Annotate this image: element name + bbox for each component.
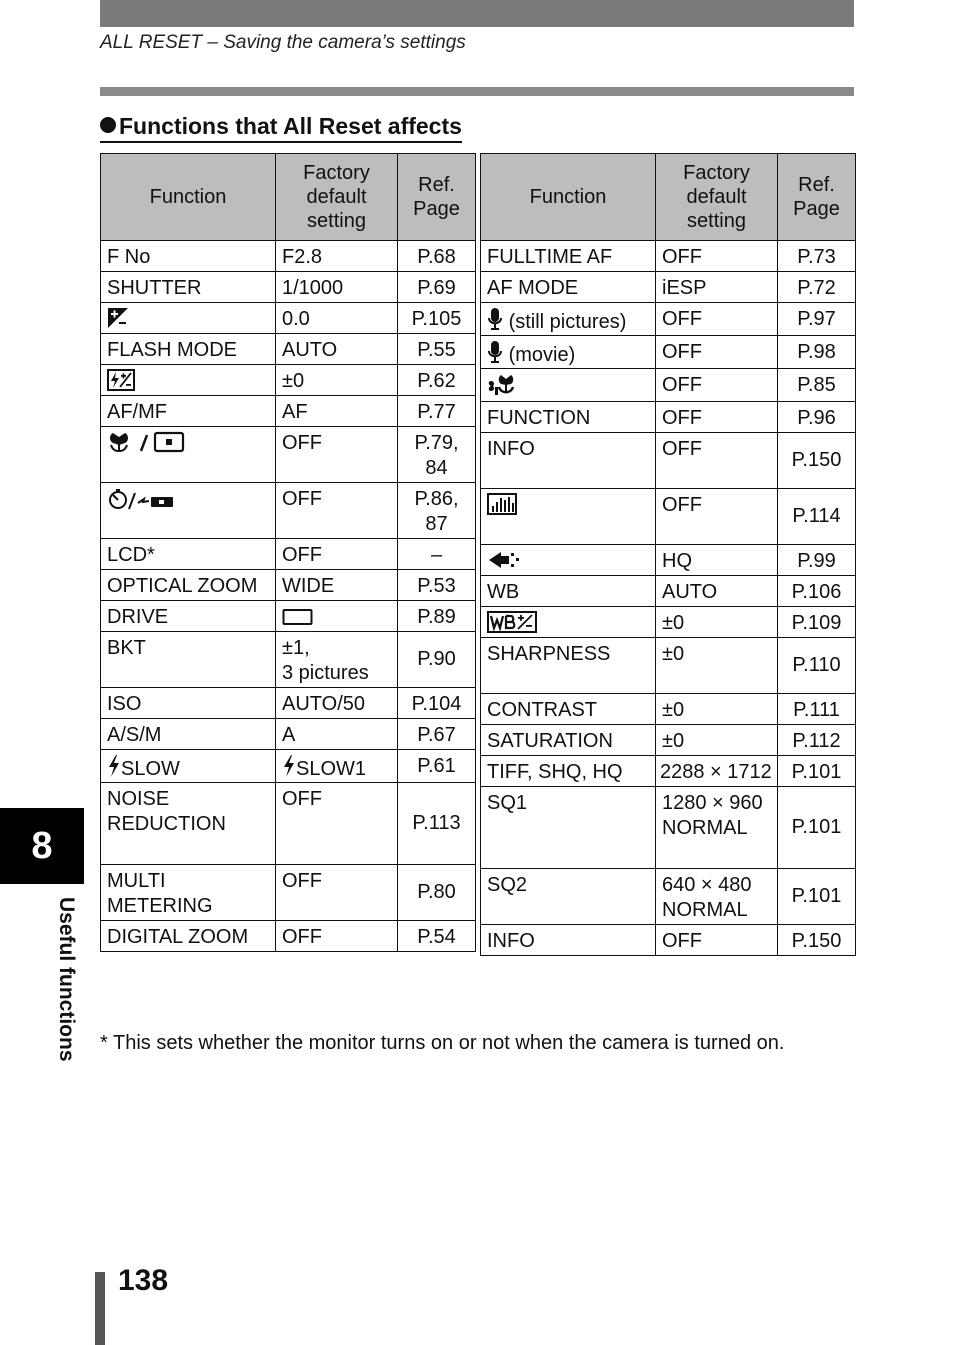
ref-cell: P.97 <box>778 303 856 336</box>
histogram-icon <box>487 493 517 515</box>
table-row <box>101 483 476 539</box>
function-cell: SQ1 <box>481 787 656 869</box>
function-cell: AF MODE <box>481 272 656 303</box>
super-macro-icon <box>487 373 517 397</box>
table-header-row <box>481 154 856 241</box>
setting-cell: 2288 × 1712 <box>656 756 778 787</box>
col-header-factory: Factory default setting <box>656 154 778 241</box>
table-row <box>101 632 476 688</box>
function-cell: SHARPNESS <box>481 638 656 694</box>
function-cell <box>481 336 656 369</box>
function-cell <box>101 365 276 396</box>
setting-cell: AUTO <box>276 334 398 365</box>
setting-cell: OFF <box>276 483 398 539</box>
table-row <box>101 865 476 921</box>
ref-cell: P.150 <box>778 925 856 956</box>
table-row <box>481 241 856 272</box>
record-mode-icon <box>487 549 521 571</box>
function-cell: MULTI METERING <box>101 865 276 921</box>
table-row <box>481 787 856 869</box>
table-row <box>481 869 856 925</box>
col-header-ref: Ref. Page <box>778 154 856 241</box>
table-row <box>101 539 476 570</box>
ref-cell: – <box>398 539 476 570</box>
setting-cell: AUTO/50 <box>276 688 398 719</box>
table-row <box>481 725 856 756</box>
function-cell <box>101 750 276 783</box>
col-header-function: Function <box>481 154 656 241</box>
function-text: SLOW <box>121 758 180 780</box>
section-rule <box>100 87 854 96</box>
ref-cell: P.79, 84 <box>398 427 476 483</box>
table-row <box>481 272 856 303</box>
ref-cell: P.69 <box>398 272 476 303</box>
setting-cell: AF <box>276 396 398 427</box>
setting-cell: 0.0 <box>276 303 398 334</box>
chapter-tab: 8 <box>0 808 84 884</box>
setting-cell: ±0 <box>656 694 778 725</box>
function-cell: SATURATION <box>481 725 656 756</box>
ref-cell: P.86, 87 <box>398 483 476 539</box>
function-cell <box>481 303 656 336</box>
function-cell <box>481 607 656 638</box>
function-cell: INFO <box>481 433 656 489</box>
setting-cell: OFF <box>276 539 398 570</box>
table-row <box>101 396 476 427</box>
ref-cell: P.109 <box>778 607 856 638</box>
setting-cell: 1/1000 <box>276 272 398 303</box>
microphone-icon <box>487 307 503 331</box>
macro-spot-icon <box>107 431 187 453</box>
function-cell: DIGITAL ZOOM <box>101 921 276 952</box>
setting-text: SLOW1 <box>296 758 367 780</box>
function-cell: INFO <box>481 925 656 956</box>
table-header-row <box>101 154 476 241</box>
table-row <box>481 925 856 956</box>
function-cell: BKT <box>101 632 276 688</box>
setting-cell <box>276 601 398 632</box>
page-header-title: ALL RESET – Saving the camera’s settings <box>100 32 466 53</box>
ref-cell: P.96 <box>778 402 856 433</box>
table-row <box>481 576 856 607</box>
single-frame-icon <box>282 608 314 626</box>
ref-cell: P.106 <box>778 576 856 607</box>
reset-table-right <box>480 153 856 956</box>
ref-cell: P.73 <box>778 241 856 272</box>
function-cell <box>101 483 276 539</box>
microphone-icon <box>487 340 503 364</box>
function-cell <box>481 369 656 402</box>
setting-cell: OFF <box>656 241 778 272</box>
ref-cell: P.150 <box>778 433 856 489</box>
table-row <box>101 272 476 303</box>
header-bar <box>100 0 854 27</box>
setting-cell: OFF <box>656 433 778 489</box>
table-row <box>481 402 856 433</box>
ref-cell: P.111 <box>778 694 856 725</box>
table-row <box>481 545 856 576</box>
table-row <box>101 719 476 750</box>
flash-bolt-icon <box>282 754 296 778</box>
table-row <box>101 783 476 865</box>
ref-cell: P.101 <box>778 756 856 787</box>
ref-cell: P.68 <box>398 241 476 272</box>
setting-cell: OFF <box>656 402 778 433</box>
ref-cell: P.85 <box>778 369 856 402</box>
setting-cell: ±0 <box>276 365 398 396</box>
table-row <box>101 601 476 632</box>
table-row <box>481 694 856 725</box>
chapter-label: Useful functions <box>55 897 78 1062</box>
setting-cell: ±0 <box>656 607 778 638</box>
ref-cell: P.55 <box>398 334 476 365</box>
function-cell: ISO <box>101 688 276 719</box>
function-cell: CONTRAST <box>481 694 656 725</box>
setting-cell: ±0 <box>656 725 778 756</box>
function-cell: SQ2 <box>481 869 656 925</box>
table-row <box>101 750 476 783</box>
function-cell: AF/MF <box>101 396 276 427</box>
setting-cell: iESP <box>656 272 778 303</box>
col-header-factory: Factory default setting <box>276 154 398 241</box>
function-cell: F No <box>101 241 276 272</box>
wb-compensation-icon <box>487 611 537 633</box>
ref-cell: P.98 <box>778 336 856 369</box>
section-heading <box>100 112 462 143</box>
setting-cell: 1280 × 960 NORMAL <box>656 787 778 869</box>
table-row <box>101 365 476 396</box>
setting-cell: OFF <box>276 427 398 483</box>
setting-cell: A <box>276 719 398 750</box>
page-number-bar <box>95 1272 105 1345</box>
col-header-ref: Ref. Page <box>398 154 476 241</box>
function-cell <box>481 545 656 576</box>
ref-cell: P.101 <box>778 869 856 925</box>
function-cell <box>101 303 276 334</box>
setting-cell: OFF <box>656 925 778 956</box>
function-cell: LCD* <box>101 539 276 570</box>
setting-cell: ±1, 3 pictures <box>276 632 398 688</box>
setting-cell: ±0 <box>656 638 778 694</box>
ref-cell: P.80 <box>398 865 476 921</box>
function-cell: FLASH MODE <box>101 334 276 365</box>
table-row <box>481 303 856 336</box>
col-header-function: Function <box>101 154 276 241</box>
table-row <box>481 369 856 402</box>
setting-cell: AUTO <box>656 576 778 607</box>
ref-cell: P.89 <box>398 601 476 632</box>
setting-cell: OFF <box>276 921 398 952</box>
setting-cell <box>276 750 398 783</box>
ref-cell: P.90 <box>398 632 476 688</box>
table-row <box>481 336 856 369</box>
ref-cell: P.67 <box>398 719 476 750</box>
ref-cell: P.99 <box>778 545 856 576</box>
function-cell: TIFF, SHQ, HQ <box>481 756 656 787</box>
setting-cell: F2.8 <box>276 241 398 272</box>
flash-bolt-icon <box>107 754 121 778</box>
ref-cell: P.114 <box>778 489 856 545</box>
ref-cell: P.53 <box>398 570 476 601</box>
table-row <box>101 334 476 365</box>
table-row <box>481 638 856 694</box>
setting-cell: HQ <box>656 545 778 576</box>
function-cell: WB <box>481 576 656 607</box>
page-number: 138 <box>118 1264 169 1297</box>
exposure-compensation-icon <box>107 307 129 329</box>
function-text: (movie) <box>508 344 576 366</box>
function-cell: SHUTTER <box>101 272 276 303</box>
setting-cell: OFF <box>276 783 398 865</box>
table-row <box>481 756 856 787</box>
table-row <box>481 607 856 638</box>
function-cell <box>481 489 656 545</box>
setting-cell: OFF <box>656 336 778 369</box>
ref-cell: P.105 <box>398 303 476 334</box>
function-text: (still pictures) <box>508 311 627 333</box>
setting-cell: OFF <box>656 369 778 402</box>
setting-cell: 640 × 480 NORMAL <box>656 869 778 925</box>
setting-cell: OFF <box>656 303 778 336</box>
table-row <box>101 688 476 719</box>
ref-cell: P.101 <box>778 787 856 869</box>
ref-cell: P.72 <box>778 272 856 303</box>
section-heading-text: Functions that All Reset affects <box>119 113 462 139</box>
function-cell: DRIVE <box>101 601 276 632</box>
ref-cell: P.113 <box>398 783 476 865</box>
function-cell: NOISE REDUCTION <box>101 783 276 865</box>
ref-cell: P.104 <box>398 688 476 719</box>
ref-cell: P.54 <box>398 921 476 952</box>
flash-intensity-icon <box>107 369 135 391</box>
reset-table-left <box>100 153 476 952</box>
table-row <box>481 489 856 545</box>
table-row <box>101 241 476 272</box>
function-cell: FULLTIME AF <box>481 241 656 272</box>
ref-cell: P.61 <box>398 750 476 783</box>
ref-cell: P.62 <box>398 365 476 396</box>
function-cell <box>101 427 276 483</box>
table-row <box>101 427 476 483</box>
table-row <box>101 303 476 334</box>
function-cell: A/S/M <box>101 719 276 750</box>
table-row <box>481 433 856 489</box>
ref-cell: P.112 <box>778 725 856 756</box>
footnote: * This sets whether the monitor turns on or not when the camera is turned on. <box>100 1032 785 1054</box>
function-cell: OPTICAL ZOOM <box>101 570 276 601</box>
bullet-icon <box>100 117 116 133</box>
self-timer-remote-icon <box>107 487 177 511</box>
setting-cell: OFF <box>656 489 778 545</box>
table-row <box>101 921 476 952</box>
ref-cell: P.77 <box>398 396 476 427</box>
setting-cell: WIDE <box>276 570 398 601</box>
ref-cell: P.110 <box>778 638 856 694</box>
setting-cell: OFF <box>276 865 398 921</box>
table-row <box>101 570 476 601</box>
function-cell: FUNCTION <box>481 402 656 433</box>
